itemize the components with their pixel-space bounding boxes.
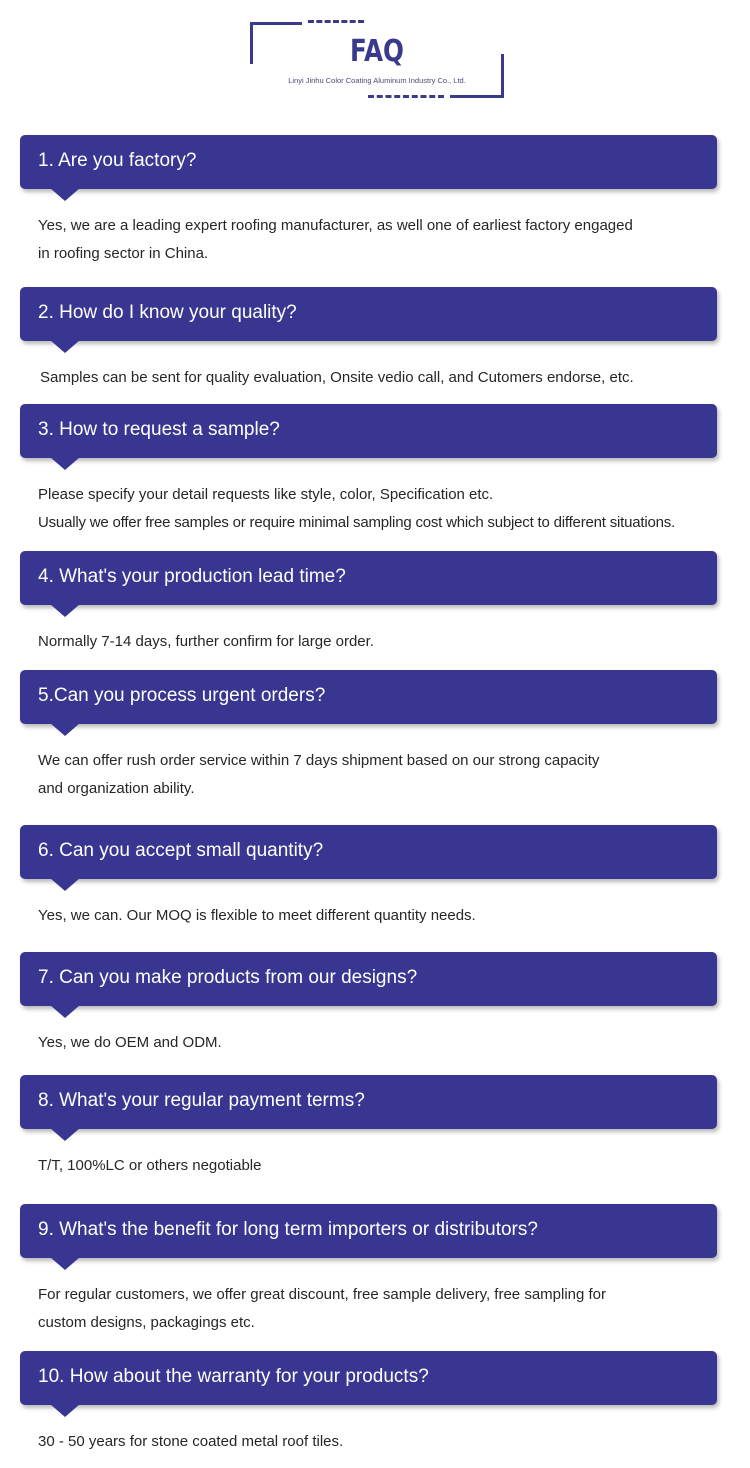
answer-line: Yes, we are a leading expert roofing manufacturer, as well one of earliest factory engaged	[38, 217, 633, 234]
answer-line: custom designs, packagings etc.	[38, 1314, 255, 1331]
question-text: 5.Can you process urgent orders?	[38, 685, 326, 706]
answer-line: Yes, we can. Our MOQ is flexible to meet different quantity needs.	[38, 907, 476, 924]
answer-line: 30 - 50 years for stone coated metal roof tiles.	[38, 1433, 344, 1450]
answer-line: We can offer rush order service within 7 days shipment based on our strong capacity	[38, 752, 600, 769]
header-frame-top-dash	[308, 20, 364, 23]
question-text: 8. What's your regular payment terms?	[38, 1090, 365, 1111]
answer-line: in roofing sector in China.	[38, 245, 209, 262]
answer-line: Yes, we do OEM and ODM.	[38, 1034, 222, 1051]
header-frame-bottom-dash	[368, 95, 444, 98]
faq-question-5	[20, 670, 717, 724]
faq-question-7	[20, 952, 717, 1006]
faq-answer-6	[38, 902, 476, 930]
answer-line: and organization ability.	[38, 780, 195, 797]
question-text: 9. What's the benefit for long term importers or distributors?	[38, 1219, 538, 1240]
faq-question-4	[20, 551, 717, 605]
faq-answer-10	[38, 1428, 343, 1456]
question-text: 7. Can you make products from our designs?	[38, 967, 418, 988]
faq-answer-5	[38, 747, 599, 803]
faq-answer-4	[38, 628, 374, 656]
faq-answer-2	[40, 364, 634, 392]
page-title: FAQ	[350, 34, 404, 69]
faq-header	[250, 20, 504, 100]
answer-line: Please specify your detail requests like style, color, Specification etc.	[38, 486, 494, 503]
faq-question-6	[20, 825, 717, 879]
faq-question-2	[20, 287, 717, 341]
company-name: Linyi Jinhu Color Coating Aluminum Industry Co., Ltd.	[288, 76, 466, 85]
answer-line: For regular customers, we offer great discount, free sample delivery, free sampling for	[38, 1286, 607, 1303]
answer-line: Usually we offer free samples or require minimal sampling cost which subject to different situations.	[38, 514, 676, 531]
question-text: 2. How do I know your quality?	[38, 302, 297, 323]
question-text: 3. How to request a sample?	[38, 419, 280, 440]
faq-question-10	[20, 1351, 717, 1405]
header-frame-left	[250, 22, 253, 64]
faq-question-9	[20, 1204, 717, 1258]
question-text: 6. Can you accept small quantity?	[38, 840, 324, 861]
faq-question-1	[20, 135, 717, 189]
faq-answer-1	[38, 212, 633, 268]
faq-answer-9	[38, 1281, 606, 1337]
faq-answer-8	[38, 1152, 261, 1180]
faq-question-8	[20, 1075, 717, 1129]
faq-question-3	[20, 404, 717, 458]
question-text: 4. What's your production lead time?	[38, 566, 346, 587]
header-frame-top	[250, 22, 302, 25]
header-frame-bottom	[450, 95, 504, 98]
question-text: 10. How about the warranty for your products?	[38, 1366, 429, 1387]
answer-line: T/T, 100%LC or others negotiable	[38, 1157, 262, 1174]
answer-line: Samples can be sent for quality evaluation, Onsite vedio call, and Cutomers endorse, etc.	[40, 369, 634, 386]
question-text: 1. Are you factory?	[38, 150, 197, 171]
faq-answer-7	[38, 1029, 222, 1057]
answer-line: Normally 7-14 days, further confirm for large order.	[38, 633, 374, 650]
faq-answer-3	[38, 481, 675, 537]
